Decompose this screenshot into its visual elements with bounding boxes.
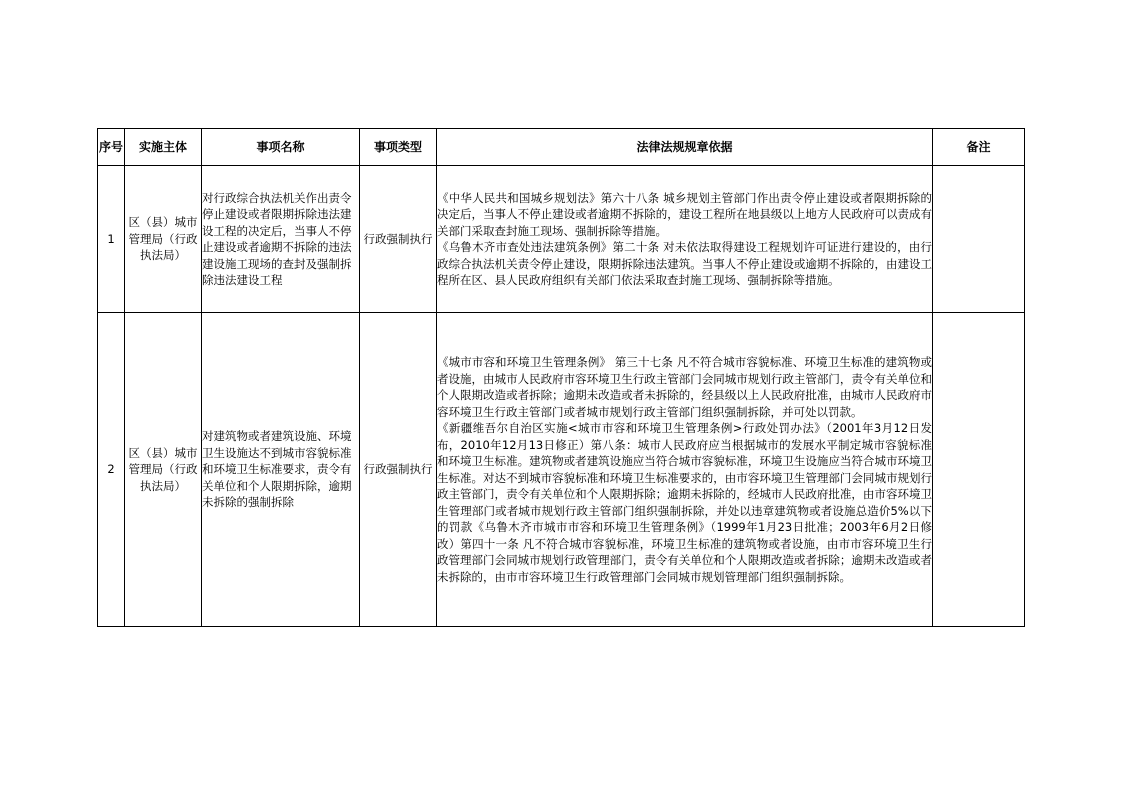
implementing-body: 区（县）城市管理局（行政执法局） (125, 313, 202, 627)
item-name: 对建筑物或者建筑设施、环境卫生设施达不到城市容貌标准和环境卫生标准要求，责令有关单位和个人限期拆除，逾期未拆除的强制拆除 (202, 313, 360, 627)
note (933, 313, 1025, 627)
enforcement-table (97, 128, 1025, 627)
header-note: 备注 (933, 129, 1025, 166)
table-row (98, 166, 1025, 313)
legal-basis (437, 313, 933, 627)
header-item-type: 事项类型 (360, 129, 437, 166)
header-subject: 实施主体 (125, 129, 202, 166)
legal-basis-paragraph: 《新疆维吾尔自治区实施<城市市容和环境卫生管理条例>行政处罚办法》（2001年3月12日发布，2010年12月13日修正）第八条：城市人民政府应当根据城市的发展水平制定城市容貌标准和环境卫生标准。建筑物或者建筑设施应当符合城市容貌标准，环境卫生设施应当符合城市环境卫生标准。对达不到城市容貌标准和环境卫生标准要求的，由市容环境卫生管理部门会同城市规划行政主管部门，责令有关单位和个人限期拆除；逾期未拆除的，经城市人民政府批准，由市容环境卫生管理部门或者城市规划行政主管部门组织强制拆除，并处以违章建筑物或者设施总造价5%以下的罚款《乌鲁木齐市城市市容和环境卫生管理条例》（1999年1月23日批准；2003年6月2日修改）第四十一条 凡不符合城市容貌标准，环境卫生标准的建筑物或者设施，由市市容环境卫生行政管理部门会同城市规划行政管理部门，责令有关单位和个人限期改造或者拆除；逾期未改造或者未拆除的，由市市容环境卫生行政管理部门会同城市规划管理部门组织强制拆除。 (437, 421, 932, 584)
legal-basis (437, 166, 933, 313)
item-type: 行政强制执行 (360, 313, 437, 627)
item-name: 对行政综合执法机关作出责令停止建设或者限期拆除违法建设工程的决定后，当事人不停止建设或者逾期不拆除的违法建设施工现场的查封及强制拆除违法建设工程 (202, 166, 360, 313)
item-type: 行政强制执行 (360, 166, 437, 313)
header-row (98, 129, 1025, 166)
legal-basis-paragraph: 《中华人民共和国城乡规划法》第六十八条 城乡规划主管部门作出责令停止建设或者限期拆除的决定后，当事人不停止建设或者逾期不拆除的，建设工程所在地县级以上地方人民政府可以责成有关部门采取查封施工现场、强制拆除等措施。 (437, 190, 932, 238)
legal-basis-paragraph: 《乌鲁木齐市查处违法建筑条例》第二十条 对未依法取得建设工程规划许可证进行建设的，由行政综合执法机关责令停止建设，限期拆除违法建筑。当事人不停止建设或逾期不拆除的，由建设工程所在区、县人民政府组织有关部门依法采取查封施工现场、强制拆除等措施。 (437, 240, 932, 287)
implementing-body: 区（县）城市管理局（行政执法局） (125, 166, 202, 313)
row-number: 2 (98, 313, 125, 627)
note (933, 166, 1025, 313)
header-legal-basis: 法律法规规章依据 (437, 129, 933, 166)
header-no: 序号 (98, 129, 125, 166)
header-item-name: 事项名称 (202, 129, 360, 166)
row-number: 1 (98, 166, 125, 313)
legal-basis-paragraph: 《城市市容和环境卫生管理条例》 第三十七条 凡不符合城市容貌标准、环境卫生标准的建筑物或者设施，由城市人民政府市容环境卫生行政主管部门会同城市规划行政主管部门，责令有关单位和个人限期改造或者拆除；逾期未改造或者未拆除的，经县级以上人民政府批准，由城市人民政府市容环境卫生行政主管部门或者城市规划行政主管部门组织强制拆除，并可处以罚款。 (437, 355, 932, 419)
table-row (98, 313, 1025, 627)
